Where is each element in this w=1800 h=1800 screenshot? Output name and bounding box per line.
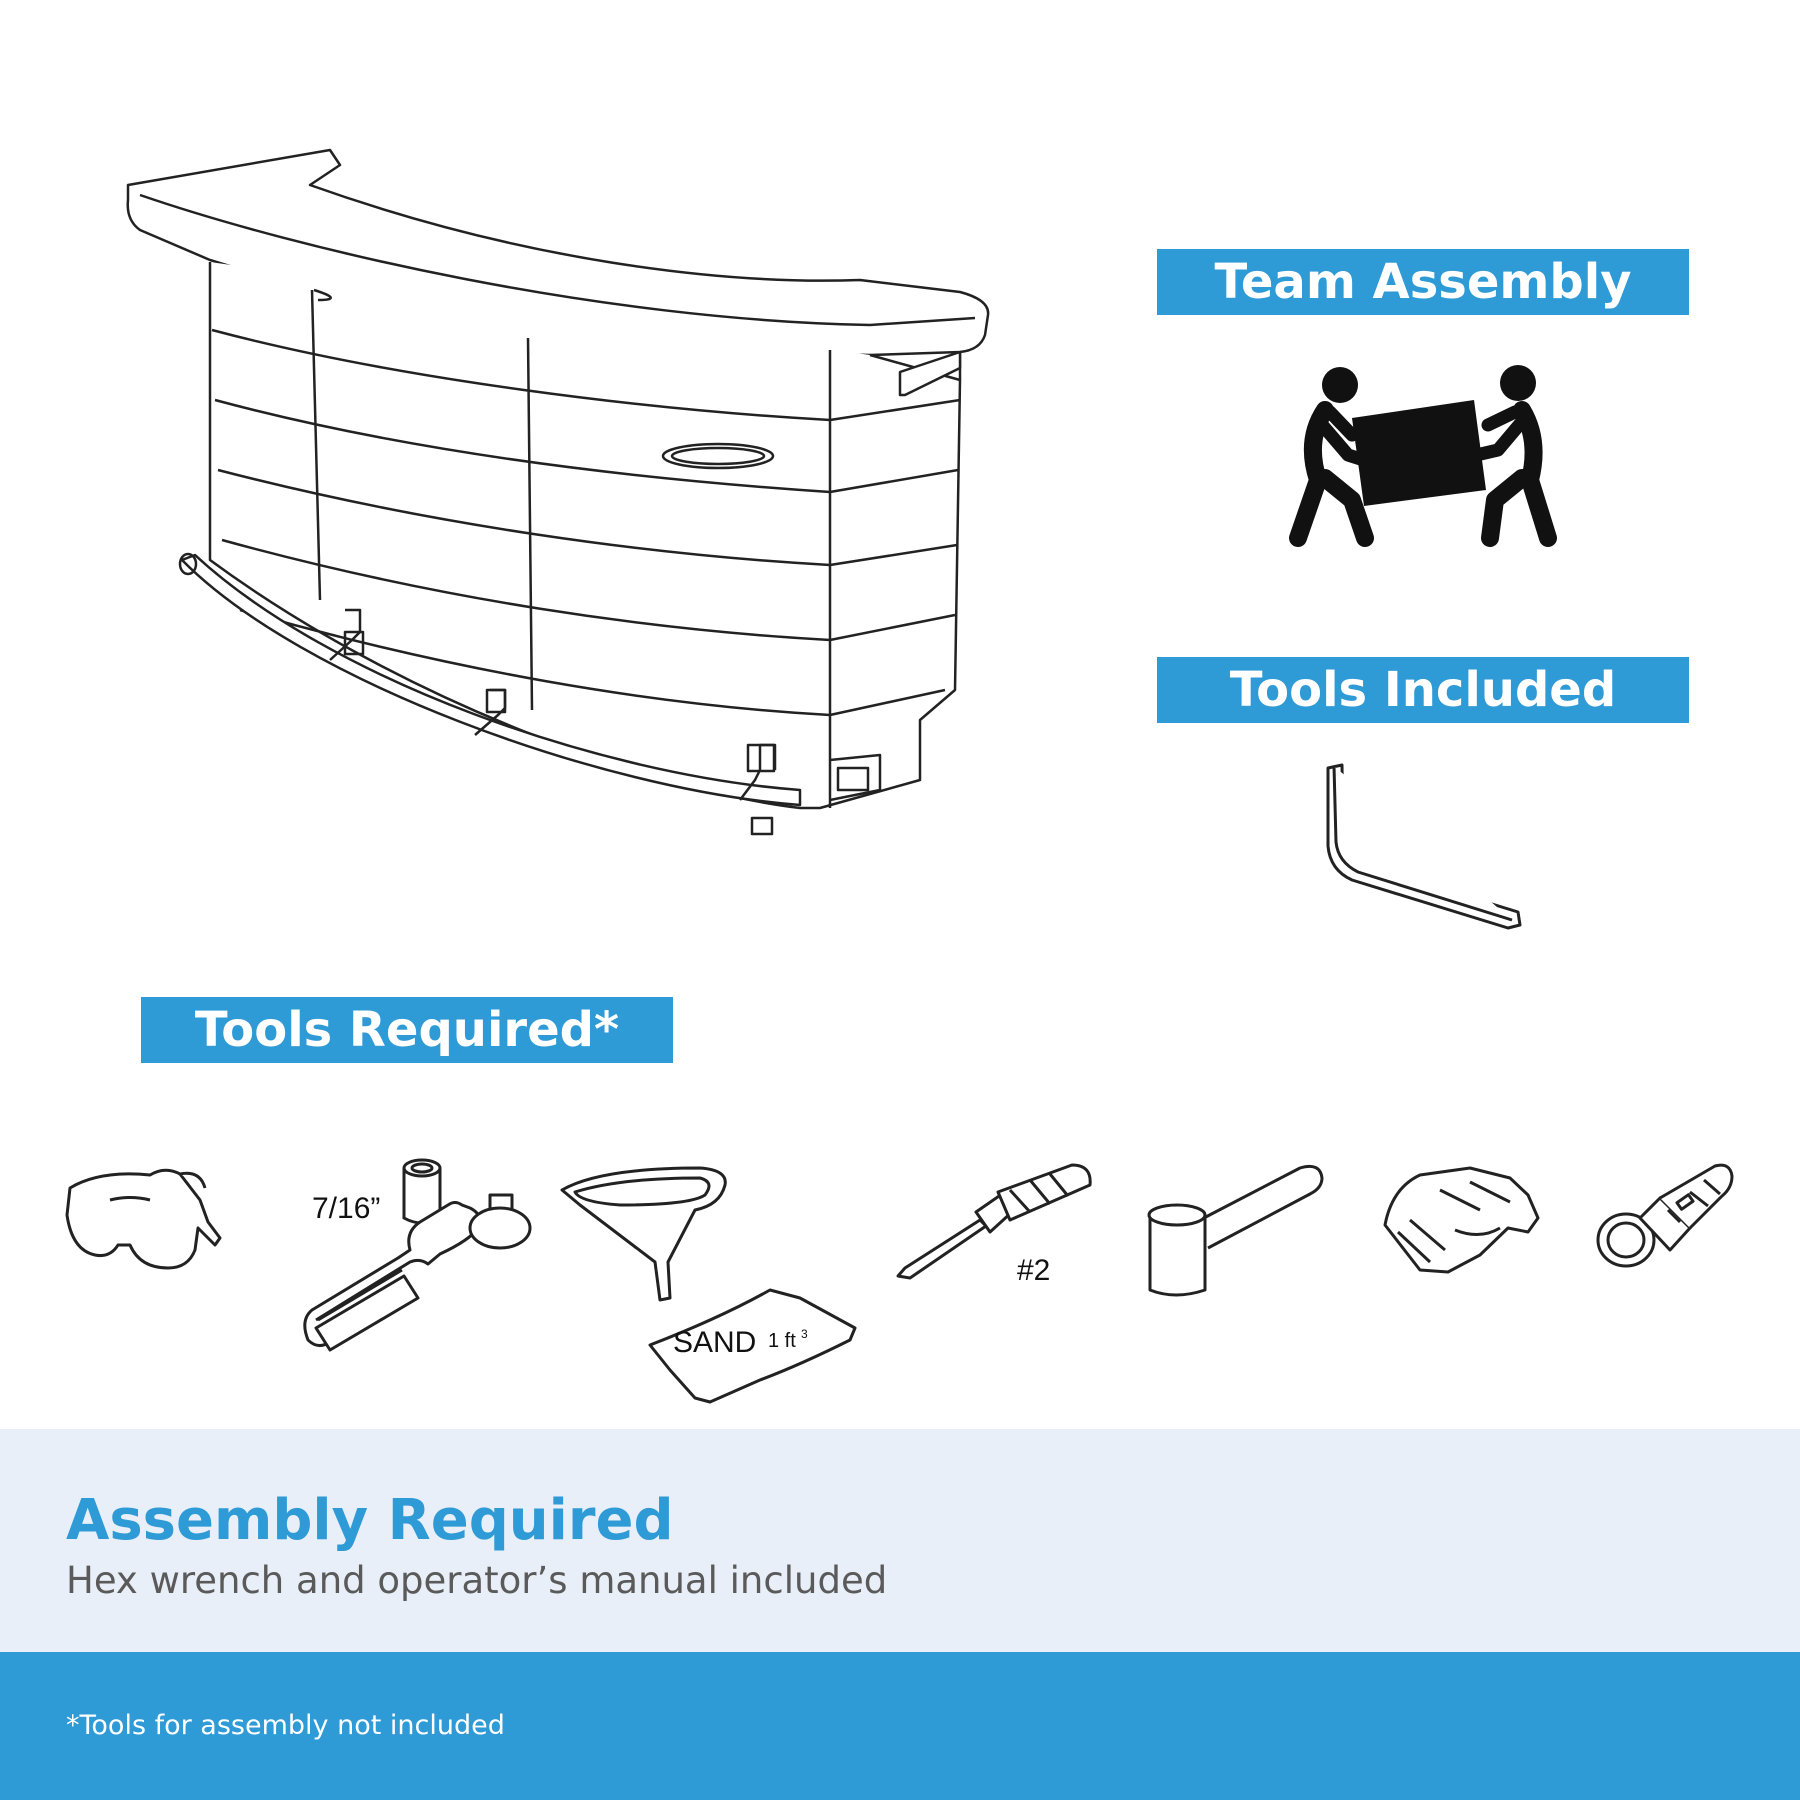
screwdriver-size-label-svg [1010, 1245, 1070, 1290]
gloves-icon [1380, 1160, 1545, 1280]
hex-wrench-icon [1320, 760, 1520, 935]
sand-unit-exponent: 3 [801, 1327, 808, 1341]
tools-footnote: *Tools for assembly not included [66, 1710, 505, 1741]
sand-label-svg [665, 1318, 825, 1378]
sand-label: SAND [673, 1326, 757, 1359]
ratchet-icon [300, 1185, 540, 1355]
screwdriver-size-label: #2 [1017, 1254, 1051, 1287]
assembly-required-subtitle: Hex wrench and operator’s manual included [66, 1559, 888, 1602]
tools-required-label: Tools Required* [141, 997, 673, 1063]
mallet-icon [1140, 1160, 1330, 1300]
funnel-icon [555, 1160, 730, 1305]
flashlight-icon [1590, 1155, 1735, 1275]
assembly-required-title: Assembly Required [66, 1488, 674, 1553]
team-assembly-label: Team Assembly [1157, 249, 1689, 315]
sand-quantity: 1 ft [768, 1330, 796, 1352]
socket-size-label: 7/16” [312, 1192, 381, 1225]
tools-included-label: Tools Included [1157, 657, 1689, 723]
team-carry-icon [1280, 360, 1570, 560]
safety-glasses-icon [60, 1160, 250, 1280]
